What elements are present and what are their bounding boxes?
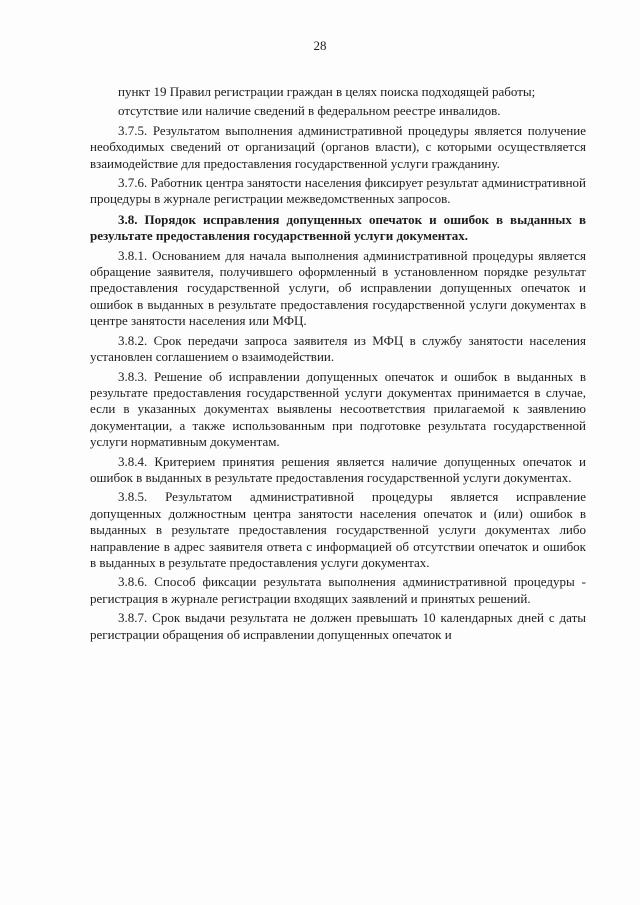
paragraph-3-8-4: 3.8.4. Критерием принятия решения является наличие допущенных опечаток и ошибок в выданных в результате предоставления государственной услуги документах. bbox=[90, 453, 586, 485]
paragraph-invalid-registry: отсутствие или наличие сведений в федеральном реестре инвалидов. bbox=[118, 103, 501, 119]
paragraph-3-7-6: 3.7.6. Работник центра занятости населения фиксирует результат административной процедуры в журнале регистрации межведомственных запросов. bbox=[90, 175, 586, 207]
paragraph-3-7-5: 3.7.5. Результатом выполнения административной процедуры является получение необходимых сведений от организаций (органов власти), с которыми осуществляется взаимодействие для предоставления государственной услуги гражданину. bbox=[90, 122, 586, 171]
paragraph-3-8-5: 3.8.5. Результатом административной процедуры является исправление допущенных должностным центра занятости населения опечаток и (или) ошибок в выданных в результате предоставления государственной услуги документах либо направление в адрес заявителя ответа с информацией об отсутствии опечаток и ошибок в выданных в результате предоставления услуги документах. bbox=[90, 489, 586, 570]
paragraph-3-8-2: 3.8.2. Срок передачи запроса заявителя из МФЦ в службу занятости населения установлен соглашением о взаимодействии. bbox=[90, 332, 586, 365]
section-heading-3-8: 3.8. Порядок исправления допущенных опечаток и ошибок в выданных в результате предоставления государственной услуги документах. bbox=[90, 211, 586, 244]
paragraph-3-8-7: 3.8.7. Срок выдачи результата не должен превышать 10 календарных дней с даты регистрации обращения об исправлении допущенных опечаток и bbox=[90, 610, 586, 642]
page-number: 28 bbox=[313, 38, 327, 53]
paragraph-3-8-1: 3.8.1. Основанием для начала выполнения административной процедуры является обращение заявителя, получившего оформленный в установленном порядке результат предоставления государственной услуги, об исправлении допущенных опечаток и ошибок в выданных в результате предоставления государственной услуги документах в центре занятости населения или МФЦ. bbox=[90, 247, 586, 329]
paragraph-3-8-6: 3.8.6. Способ фиксации результата выполнения административной процедуры - регистрация в журнале регистрации входящих заявлений и принятых решений. bbox=[90, 574, 586, 606]
paragraph-continuation: пункт 19 Правил регистрации граждан в целях поиска подходящей работы; bbox=[118, 84, 536, 99]
document-body bbox=[90, 84, 586, 646]
paragraph-3-8-3: 3.8.3. Решение об исправлении допущенных опечаток и ошибок в выданных в результате предоставления государственной услуги документах принимается в случае, если в указанных документах выявлены несоответствия прилагаемой к заявлению документации, а также использованным при подготовке результата государственной услуги нормативным документам. bbox=[90, 368, 586, 450]
